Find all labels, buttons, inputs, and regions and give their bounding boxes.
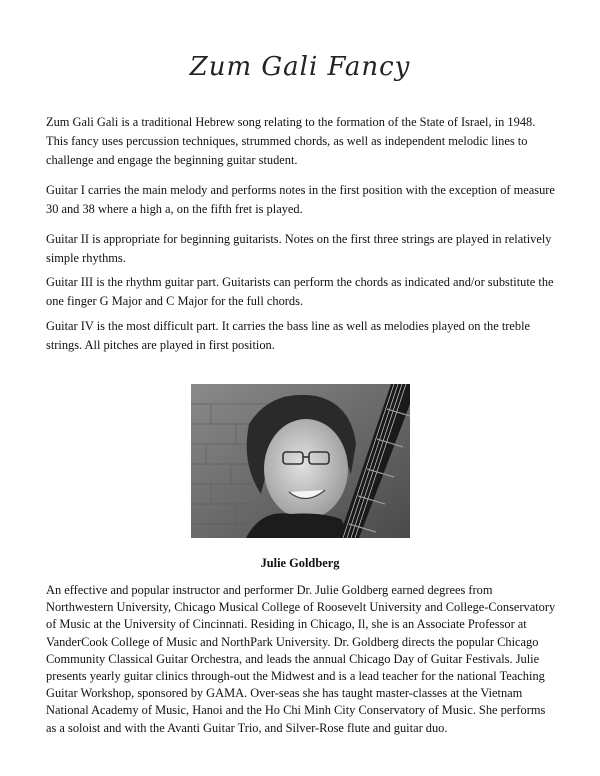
guitar-4-paragraph: Guitar IV is the most difficult part. It carries the bass line as well as melodies played on the treble strings. All pitches are played in first position. (46, 319, 531, 352)
intro-paragraph: Zum Gali Gali is a traditional Hebrew song relating to the formation of the State of Israel, in 1948. This fancy uses percussion techniques, strummed chords, as well as independent melodic lines to challenge and engage the beginning guitar student. (46, 115, 536, 167)
guitar-1-paragraph: Guitar I carries the main melody and performs notes in the first position with the exception of measure 30 and 38 where a high a, on the fifth fret is played. (46, 183, 555, 216)
biography-paragraph: An effective and popular instructor and performer Dr. Julie Goldberg earned degrees from Northwestern University, Chicago Musical College of Roosevelt University and College-Conservatory of Music at the University of Cincinnati. Residing in Chicago, Il, she is an Associate Professor at VanderCook College of Music and NorthPark University. Dr. Goldberg directs the popular Chicago Community Classical Guitar Orchestra, and leads the annual Chicago Day of Guitar Festivals. Julie presents yearly guitar clinics through-out the Midwest and is a lead teacher for the national Teaching Guitar Workshop, sponsored by GAMA. Over-seas she has taught master-classes at the Vietnam National Academy of Music, Hanoi and the Ho Chi Minh City Conservatory of Music. She performs as a soloist and with the Avanti Guitar Trio, and Silver-Rose flute and guitar duo. (46, 583, 556, 735)
portrait-illustration (191, 384, 410, 538)
photo-caption: Julie Goldberg (260, 556, 340, 570)
guitar-3-paragraph: Guitar III is the rhythm guitar part. Guitarists can perform the chords as indicated and/or substitute the one finger G Major and C Major for the full chords. (46, 275, 554, 308)
page-title: Zum Gali Fancy (189, 52, 411, 82)
portrait-photo (191, 384, 410, 538)
guitar-2-paragraph: Guitar II is appropriate for beginning guitarists. Notes on the first three strings are played in relatively simple rhythms. (46, 232, 552, 265)
